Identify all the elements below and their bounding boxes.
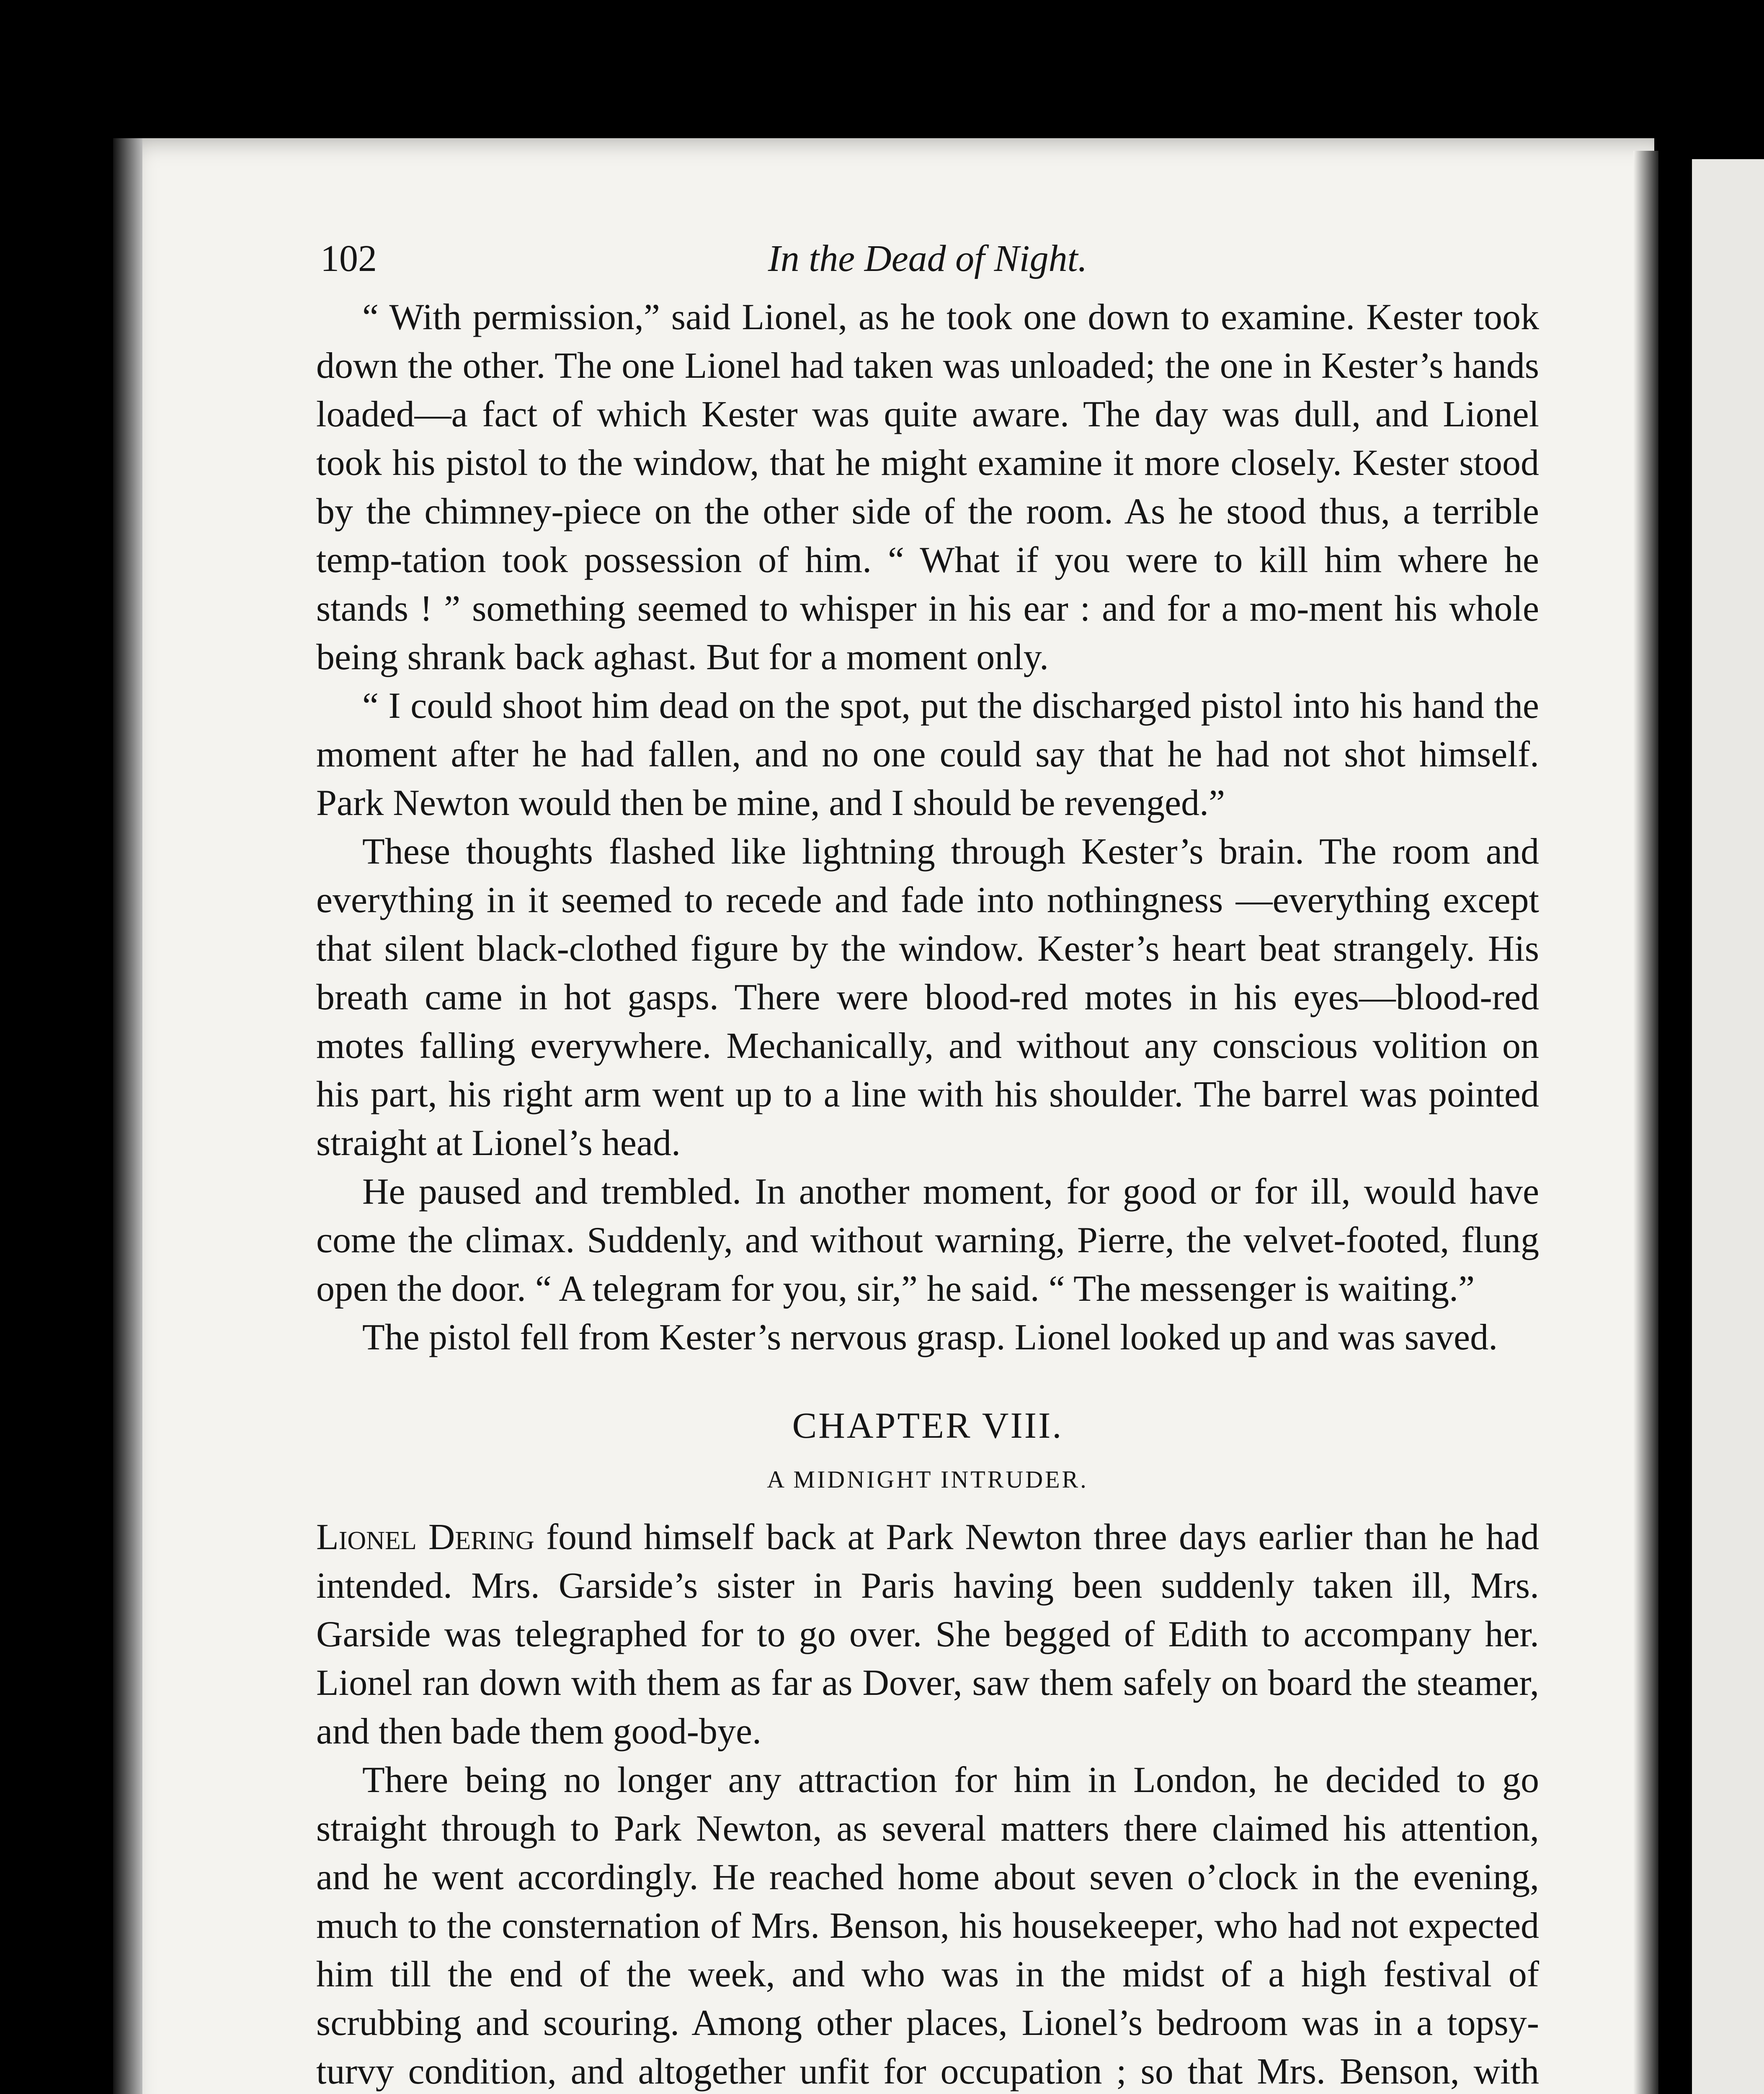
chapter-title: CHAPTER VIII. [792,1405,1063,1446]
paragraph: There being no longer any attraction for him in London, he decided to go straight through to Park Newton, as several matters there claimed his attention, and he went accordingly. He reached home about seven o’clock in the evening, much to the consternation of Mrs. Benson, his housekeeper, who had not expected him till the end of the week, and who was in the midst of a high festival of scrubbing and scouring. Among other places, Lionel’s bedroom was in a topsy-turvy condition, and altogether unfit for occupation ; so that Mrs. Benson, with [316,1760,1539,2092]
paragraph: “ I could shoot him dead on the spot, put the discharged pistol into his hand the moment after he had fallen, and no one could say that he had not shot himself. Park Newton would then be mine, and I should be revenged.” [316,686,1539,823]
opening-name: Lionel Dering [316,1517,534,1558]
chapter-opening-paragraph [316,1513,1539,1756]
adjacent-page-edge [1692,159,1764,2094]
running-title: In the Dead of Night. [768,238,1088,279]
page-text [316,235,1539,2094]
paragraph: “ With permission,” said Lionel, as he took one down to examine. Kester took down the other. The one Lionel had taken was unloaded; the one in Kester’s hands loaded—a fact of which Kester was quite aware. The day was dull, and Lionel took his pistol to the window, that he might examine it more closely. Kester stood by the chimney-piece on the other side of the room. As he stood thus, a terrible temp-tation took possession of him. “ What if you were to kill him where he stands ! ” something seemed to whisper in his ear : and for a mo-ment his whole being shrank back aghast. But for a moment only. [316,297,1539,678]
paragraph: The pistol fell from Kester’s nervous grasp. Lionel looked up and was saved. [362,1317,1498,1358]
opening-text: found himself back at Park Newton three days earlier than he had intended. Mrs. Garside’s sister in Paris having been suddenly taken ill, Mrs. Garside was telegraphed for to go over. She begged of Edith to accompany her. Lionel ran down with them as far as Dover, saw them safely on board the steamer, and then bade them good-bye. [316,1517,1539,1752]
paragraph: These thoughts flashed like lightning through Kester’s brain. The room and everything in it seemed to recede and fade into nothingness —everything except that silent black-clothed figure by the window. Kester’s heart beat strangely. His breath came in hot gasps. There were blood-red motes in his eyes—blood-red motes falling everywhere. Mechanically, and without any conscious volition on his part, his right arm went up to a line with his shoulder. The barrel was pointed straight at Lionel’s head. [316,831,1539,1163]
chapter-subtitle: A MIDNIGHT INTRUDER. [767,1466,1088,1493]
page-number: 102 [320,238,377,279]
page-right-edge [1633,151,1658,2094]
paragraph: He paused and trembled. In another moment, for good or for ill, would have come the climax. Suddenly, and without warning, Pierre, the velvet-footed, flung open the door. “ A telegram for you, sir,” he said. “ The messenger is waiting.” [316,1171,1539,1309]
page-gutter-shadow [113,138,142,2094]
page-header [316,235,1539,293]
